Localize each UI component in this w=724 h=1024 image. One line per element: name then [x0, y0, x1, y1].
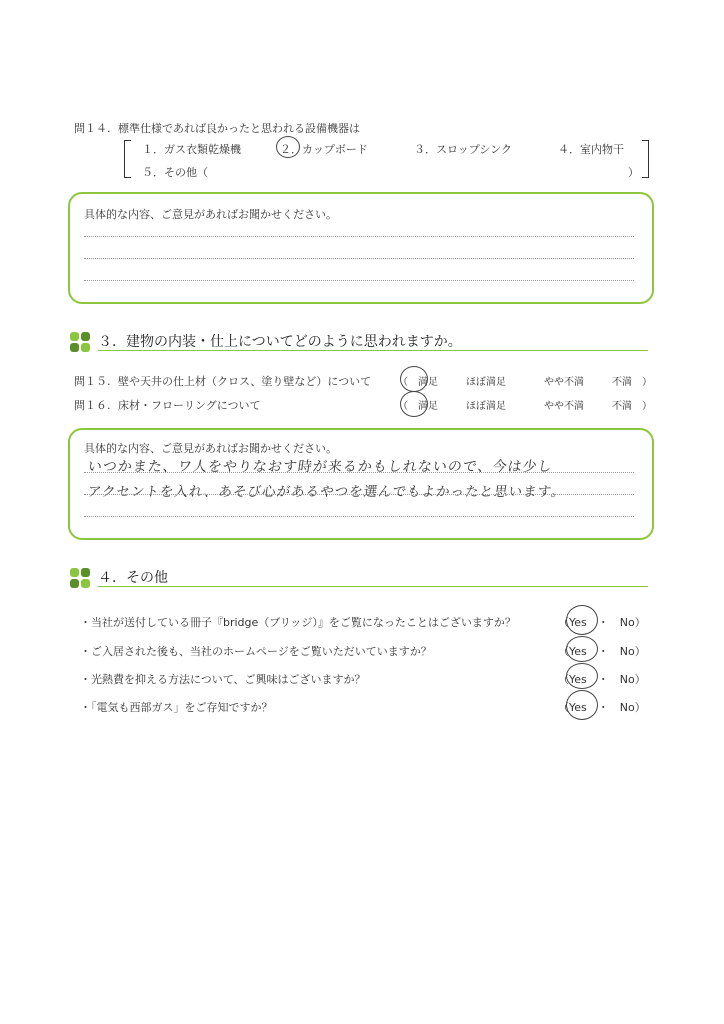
handwritten-circle-mark — [276, 136, 300, 158]
q14-option-2[interactable]: ２．カップボード — [280, 143, 368, 156]
write-line[interactable] — [84, 258, 634, 259]
s4-question-1: ・当社が送付している冊子『bridge（ブリッジ）』をご覧になったことはございますか？ — [80, 616, 516, 629]
q15-choice-mostly-satisfied[interactable]: ほぼ満足 — [466, 377, 506, 388]
q16-label: 問１６. — [74, 399, 111, 412]
q16-choice-mostly-satisfied[interactable]: ほぼ満足 — [466, 401, 506, 412]
clover-icon — [70, 332, 90, 352]
write-line[interactable] — [84, 516, 634, 517]
q16-choice-satisfied[interactable]: （ 満足 — [398, 401, 438, 412]
comment-box-2-prompt: 具体的な内容、ご意見があればお聞かせください。 — [84, 442, 337, 455]
write-line[interactable] — [84, 494, 634, 495]
handwritten-circle-mark — [566, 636, 598, 662]
q15-choice-satisfied[interactable]: （ 満足 — [398, 377, 438, 388]
q14-other-close: ） — [628, 166, 639, 179]
handwritten-circle-mark — [400, 391, 428, 417]
section4-title: ４．その他 — [98, 570, 168, 586]
section-divider — [98, 350, 648, 351]
q16-choice-dissatisfied[interactable]: 不満 ） — [612, 401, 652, 412]
s4-answer-1[interactable]: （Yes ・ No） — [558, 616, 646, 629]
handwritten-circle-mark — [566, 690, 598, 720]
q15-choice-dissatisfied[interactable]: 不満 ） — [612, 377, 652, 388]
s4-answer-2[interactable]: （Yes ・ No） — [558, 645, 646, 658]
comment-box-1-prompt: 具体的な内容、ご意見があればお聞かせください。 — [84, 208, 337, 221]
s4-question-2: ・ご入居された後も、当社のホームページをご覧いただいていますか？ — [80, 645, 432, 658]
write-line[interactable] — [84, 280, 634, 281]
handwritten-circle-mark — [566, 605, 598, 635]
handwritten-comment-line-1: いつかまた、ワ人をやりなおす時が来るかもしれないので、今は少し — [86, 459, 554, 475]
q14-option-3[interactable]: ３．スロップシンク — [414, 143, 512, 156]
handwritten-circle-mark — [566, 663, 598, 689]
section3-title: ３．建物の内装・仕上についてどのように思われますか。 — [98, 334, 462, 350]
q14-option-5[interactable]: ５．その他（ — [142, 166, 208, 179]
q16-choice-somewhat-dissatisfied[interactable]: やや不満 — [544, 401, 584, 412]
q14-option-1[interactable]: １．ガス衣類乾燥機 — [142, 143, 241, 156]
handwritten-comment-line-2: アクセントを入れ、あそび心があるやつを選んでもよかったと思います。 — [86, 484, 567, 500]
handwritten-circle-mark — [400, 366, 428, 392]
s4-answer-3[interactable]: （Yes ・ No） — [558, 673, 646, 686]
q14-question: 標準仕様であれば良かったと思われる設備機器は — [118, 122, 360, 135]
q15-text: 壁や天井の仕上材（クロス、塗り壁など）について — [118, 375, 372, 388]
clover-icon — [70, 568, 90, 588]
section-divider — [98, 586, 648, 587]
s4-question-4: ・「電気も西部ガス」をご存知ですか？ — [80, 701, 273, 714]
right-bracket — [642, 140, 649, 178]
write-line[interactable] — [84, 472, 634, 473]
write-line[interactable] — [84, 236, 634, 237]
s4-answer-4[interactable]: （Yes ・ No） — [558, 701, 646, 714]
q15-choice-somewhat-dissatisfied[interactable]: やや不満 — [544, 377, 584, 388]
left-bracket — [124, 140, 131, 178]
q14-label: 問１４. — [74, 122, 111, 135]
q14-option-4[interactable]: ４．室内物干 — [558, 143, 624, 156]
q16-text: 床材・フローリングについて — [118, 399, 261, 412]
q15-label: 問１５. — [74, 375, 111, 388]
s4-question-3: ・光熱費を抑える方法について、ご興味はございますか？ — [80, 673, 366, 686]
